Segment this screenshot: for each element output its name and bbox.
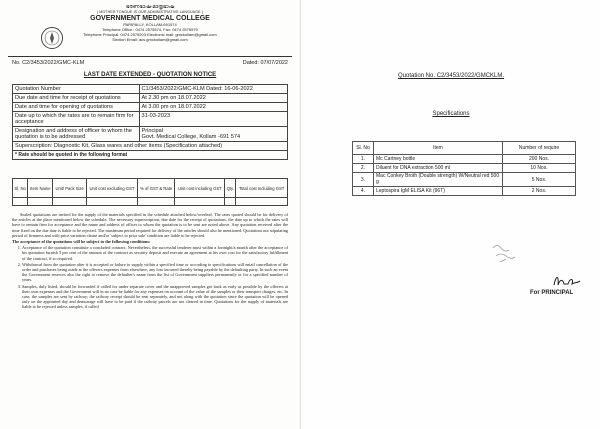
spec-row [353, 173, 576, 187]
condition-item: 3. Samples, duly listed, should be forwarded if called for under separate cover and the unapproved samples got back as early as possible by the offerers at their own expenses and the Government will in no case be liable for any expenses on account of the value of the samples or their transport charges, etc. In case, the samples are sent by railway; the railway receipt should be sent separately, and not along with the quotation since the quotation will be opened only on the appointed day and demurrage will have to be paid if the railway parcels are not cleared in time. Quotations for the supply of materials are liable to be rejected unless samples, if called [22, 284, 288, 310]
info-row [13, 127, 288, 142]
spec-item: Leptospira IgM ELISA Kit (96T) [374, 187, 503, 196]
condition-item: 2. Withdrawal from the quotation after it is accepted or failure to supply within a specified time or according to specifications will entail cancellation of the order and purchases being made at the offerers expenses from elsewhere, any loss incurred thereby being payable by the defaulting party. In such an event the Government reserves also the right to remove the defaulter's name from the list of Government suppliers permanently or for a specified number of years. [22, 262, 288, 283]
rate-format-cell [28, 198, 53, 206]
rate-format-header: Qty. [225, 179, 236, 198]
spec-header: Item [374, 142, 503, 155]
rate-format-cell [86, 198, 137, 206]
spec-item: Mc Cartney bottle [374, 155, 503, 164]
rate-format-header: Unit cost including GST [175, 179, 225, 198]
spec-item: Diluent for DNA extraction 500 ml [374, 164, 503, 173]
spec-qty: 10 Nos. [503, 164, 576, 173]
condition-item: 1. Acceptance of the quotation constitute a concluded contract. Nevertheless, the successful tenderer must within a fortnight/a month after the acceptance of his quotation furnish 5 per cent of the amount of the contract as security deposit and execute an agreement at his own cost for the satisfactory fulfillment of the contract, if so required. [22, 245, 288, 261]
info-row [13, 112, 288, 127]
rate-format-cell [236, 198, 288, 206]
rate-format-cell [175, 198, 225, 206]
section-email: Section Email: acs.gmckollam@gmail.com [112, 37, 188, 42]
rate-format-header: Sl. No [13, 179, 28, 198]
info-key: Date and time for opening of quotations [13, 103, 140, 112]
spec-sl: 4. [353, 187, 374, 196]
rate-format-header: Unit/ Pack Size [53, 179, 87, 198]
reference-date: Dated: 07/07/2022 [242, 60, 288, 66]
for-principal-label: For PRINCIPAL [530, 290, 574, 296]
info-key: Date up to which the rates are to remain firm for acceptance [13, 112, 140, 127]
letterhead-divider [8, 56, 292, 57]
rate-format-cell [53, 198, 87, 206]
spec-sl: 1. [353, 155, 374, 164]
reference-number: No. C2/3453/2022/GMC-KLM [12, 60, 85, 66]
rate-format-header: % of GST & Rate [138, 179, 175, 198]
info-value: At 2.30 pm on 18.07.2022 [139, 94, 288, 103]
notice-title: LAST DATE EXTENDED - QUOTATION NOTICE [83, 72, 217, 78]
rate-format-cell [13, 198, 28, 206]
specifications-title: Specifications [432, 111, 470, 117]
info-row [13, 103, 288, 112]
college-emblem-icon [40, 26, 64, 50]
college-place: PARIPALLY, KOLLAM-691574 [123, 22, 177, 27]
info-value: Principal Govt. Medical College, Kollam -691 574 [139, 127, 288, 142]
info-key: Due date and time for receipt of quotations [13, 94, 140, 103]
rate-format-header: Unit cost excluding GST [86, 179, 137, 198]
college-name: GOVERNMENT MEDICAL COLLEGE [90, 15, 210, 22]
info-value: At 3.00 pm on 18.07.2022 [139, 103, 288, 112]
notice-intro: Sealed quotations are invited for the supply of the materials specified in the schedule attached below/overleaf. The rates quoted should be for delivery of the articles at the place mentioned below the schedule. The necessary superscription, due date for the receipt of quotations, the date up to which the rates will have to remain firm for acceptance and the name and address of officer to whom the quotation is to be sent are noted above. Any quotation received after the time fixed on the due date is liable to be rejected. The maximum period required for delivery of the articles should also be mentioned. Quotations not stipulating period of firmness and with price variation clause and/or 'subject to prior sale' condition are liable to be rejected. [12, 212, 288, 238]
principal-signature [552, 273, 582, 289]
spec-qty: 200 Nos. [503, 155, 576, 164]
spec-row [353, 164, 576, 173]
rate-note: * Rate should be quoted in the following format [13, 151, 288, 160]
telephone-principal: Telephone Principal: 0474 2575203 Electronic mail: gmckollam@gmail.com [83, 32, 217, 37]
rate-format-header: Item Name [28, 179, 53, 198]
quotation-info-table [12, 84, 288, 160]
info-row [13, 85, 288, 94]
spec-item: Mac Conkey Broth (Double strength) W/Neutral red 500 g [374, 173, 503, 187]
rate-format-cell [138, 198, 175, 206]
superscription: Superscription: Diagnostic Kit, Glass wares and other items (Specification attached) [13, 142, 288, 151]
rate-format-cell [225, 198, 236, 206]
info-row [13, 94, 288, 103]
specifications-table [352, 141, 576, 196]
spec-row [353, 187, 576, 196]
spec-qty: 5 Nos. [503, 173, 576, 187]
spec-qty: 2 Nos. [503, 187, 576, 196]
specification-quotation-number: Quotation No. C2/3453/2022/GMCKLM. [398, 73, 505, 79]
info-value: 31-03-2023 [139, 112, 288, 127]
rate-format-table [12, 178, 288, 206]
info-key: Designation and address of officer to whom the quotation is to be addressed [13, 127, 140, 142]
handwritten-date-scribble [490, 240, 520, 266]
spec-sl: 3. [353, 173, 374, 187]
malayalam-motto: ഭരണഭാഷ-മാതൃഭാഷ [125, 4, 175, 10]
info-value: C1/3453/2022/GMC-KLM Dated: 16-06-2022 [139, 85, 288, 94]
telephone-office: Telephone Office : 0474 2575574, Fax: 0474 2575979 [102, 27, 198, 32]
spec-header: Number of require [503, 142, 576, 155]
rate-format-header: Total cost Including GST [236, 179, 288, 198]
spec-row [353, 155, 576, 164]
reference-row [12, 60, 288, 66]
motto: ( MOTHER TONGUE IS OUR ADMINISTRATIVE LANGUAGE ) [96, 10, 204, 14]
conditions-heading: The acceptance of the quotations will be subject to the following conditions: [12, 239, 151, 245]
spec-sl: 2. [353, 164, 374, 173]
notice-body [12, 212, 288, 311]
specifications-page [302, 0, 600, 429]
conditions-list [12, 245, 288, 309]
info-key: Quotation Number [13, 85, 140, 94]
spec-header: Sl. No [353, 142, 374, 155]
